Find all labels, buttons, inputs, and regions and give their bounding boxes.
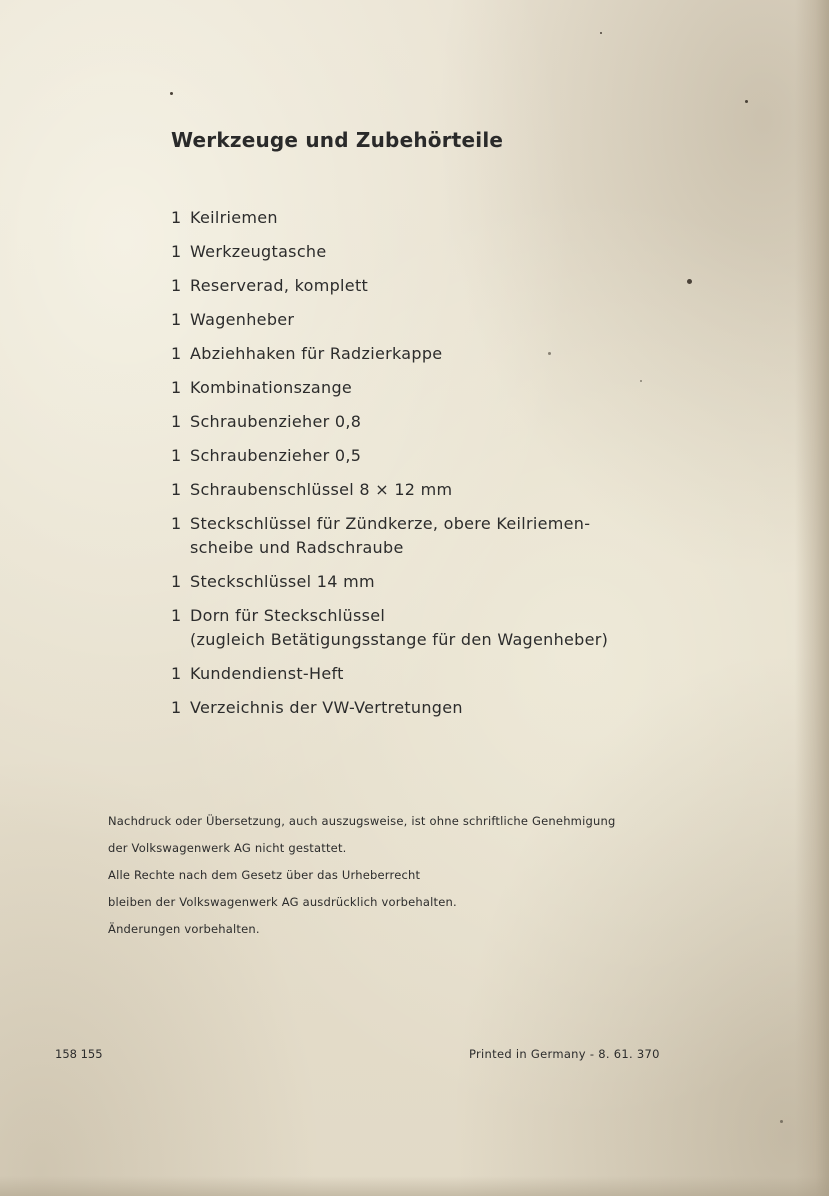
list-item <box>171 514 608 560</box>
page-edge-shading <box>795 0 829 1196</box>
item-text: Schraubenschlüssel 8 × 12 mm <box>190 480 453 499</box>
page-bottom-shading <box>0 1176 829 1196</box>
tool-list <box>171 208 608 732</box>
paper-speck <box>170 92 173 95</box>
item-text: Keilriemen <box>190 208 278 227</box>
item-quantity: 1 <box>171 378 182 397</box>
list-item <box>171 606 608 652</box>
item-quantity: 1 <box>171 446 182 465</box>
notice-line: bleiben der Volkswagenwerk AG ausdrücklich vorbehalten. <box>108 895 457 909</box>
notice-line: Alle Rechte nach dem Gesetz über das Urheberrecht <box>108 868 421 882</box>
list-item <box>171 276 608 298</box>
item-text: Wagenheber <box>190 310 295 329</box>
list-item <box>171 446 608 468</box>
paper-speck <box>780 1120 783 1123</box>
item-text: Kombinationszange <box>190 378 353 397</box>
paper-speck <box>600 32 602 34</box>
item-quantity: 1 <box>171 664 182 683</box>
paper-speck <box>640 380 642 382</box>
item-quantity: 1 <box>171 514 182 533</box>
notice-line: der Volkswagenwerk AG nicht gestattet. <box>108 841 347 855</box>
item-text: Steckschlüssel 14 mm <box>190 572 375 591</box>
item-quantity: 1 <box>171 310 182 329</box>
item-text: Steckschlüssel für Zündkerze, obere Keilriemen- scheibe und Radschraube <box>190 514 591 557</box>
item-quantity: 1 <box>171 412 182 431</box>
list-item <box>171 208 608 230</box>
list-item <box>171 572 608 594</box>
item-quantity: 1 <box>171 572 182 591</box>
item-quantity: 1 <box>171 276 182 295</box>
list-item <box>171 344 608 366</box>
item-text: Abziehhaken für Radzierkappe <box>190 344 443 363</box>
copyright-notice <box>108 814 615 949</box>
item-quantity: 1 <box>171 606 182 625</box>
item-text: Werkzeugtasche <box>190 242 327 261</box>
list-item <box>171 698 608 720</box>
list-item <box>171 242 608 264</box>
list-item <box>171 310 608 332</box>
list-item <box>171 480 608 502</box>
paper-speck <box>745 100 748 103</box>
list-item <box>171 378 608 400</box>
paper-speck <box>687 279 692 284</box>
item-quantity: 1 <box>171 242 182 261</box>
item-text: Reserverad, komplett <box>190 276 369 295</box>
item-quantity: 1 <box>171 698 182 717</box>
item-text: Dorn für Steckschlüssel (zugleich Betätigungsstange für den Wagenheber) <box>190 606 609 649</box>
document-code: 158 155 <box>55 1047 103 1061</box>
print-imprint: Printed in Germany - 8. 61. 370 <box>469 1047 660 1061</box>
item-text: Verzeichnis der VW-Vertretungen <box>190 698 463 717</box>
item-text: Schraubenzieher 0,5 <box>190 446 362 465</box>
notice-line: Nachdruck oder Übersetzung, auch auszugsweise, ist ohne schriftliche Genehmigung <box>108 814 616 828</box>
item-text: Schraubenzieher 0,8 <box>190 412 362 431</box>
list-item <box>171 412 608 434</box>
item-quantity: 1 <box>171 344 182 363</box>
item-text: Kundendienst-Heft <box>190 664 344 683</box>
page-title: Werkzeuge und Zubehörteile <box>171 128 504 152</box>
list-item <box>171 664 608 686</box>
item-quantity: 1 <box>171 480 182 499</box>
notice-line: Änderungen vorbehalten. <box>108 922 260 936</box>
item-quantity: 1 <box>171 208 182 227</box>
